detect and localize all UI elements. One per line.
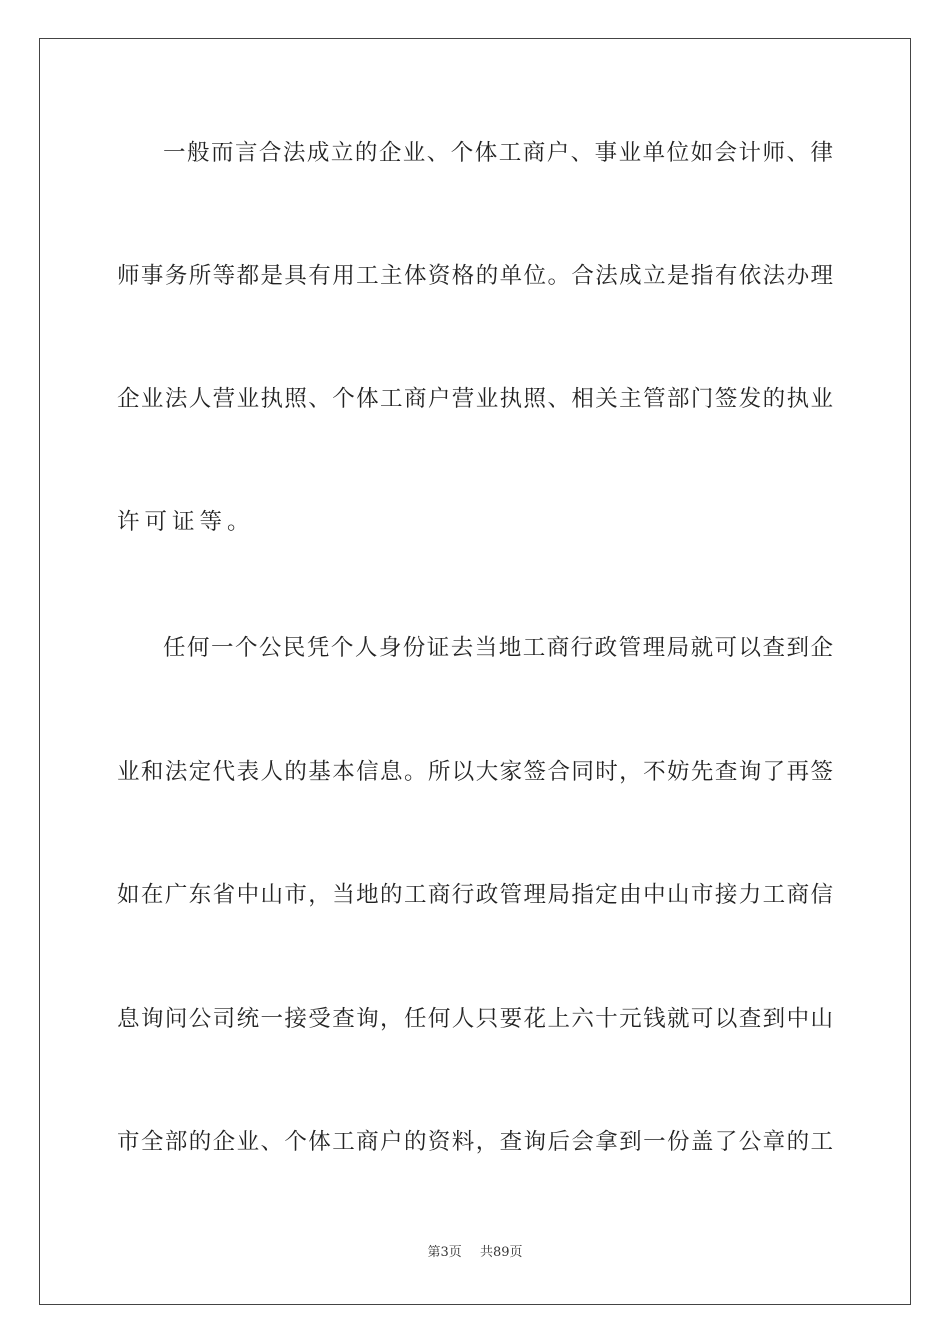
paragraph-1-line-4: 许可证等。 bbox=[117, 509, 255, 535]
paragraph-2-line-5: 市全部的企业、个体工商户的资料，查询后会拿到一份盖了公章的工 bbox=[117, 1129, 833, 1155]
page-border bbox=[39, 38, 911, 1305]
page-number: 第3页 bbox=[427, 1245, 462, 1260]
paragraph-2-line-4: 息询问公司统一接受查询，任何人只要花上六十元钱就可以查到中山 bbox=[117, 1006, 833, 1032]
paragraph-2-line-3: 如在广东省中山市，当地的工商行政管理局指定由中山市接力工商信 bbox=[117, 882, 833, 908]
page-footer bbox=[0, 1244, 950, 1262]
paragraph-2-line-2: 业和法定代表人的基本信息。所以大家签合同时，不妨先查询了再签 bbox=[117, 759, 833, 785]
paragraph-2-line-1: 任何一个公民凭个人身份证去当地工商行政管理局就可以查到企 bbox=[163, 635, 833, 661]
page-total: 共89页 bbox=[479, 1245, 523, 1260]
paragraph-1-line-2: 师事务所等都是具有用工主体资格的单位。合法成立是指有依法办理 bbox=[117, 263, 833, 289]
paragraph-1-line-1: 一般而言合法成立的企业、个体工商户、事业单位如会计师、律 bbox=[163, 140, 833, 166]
paragraph-1-line-3: 企业法人营业执照、个体工商户营业执照、相关主管部门签发的执业 bbox=[117, 386, 833, 412]
